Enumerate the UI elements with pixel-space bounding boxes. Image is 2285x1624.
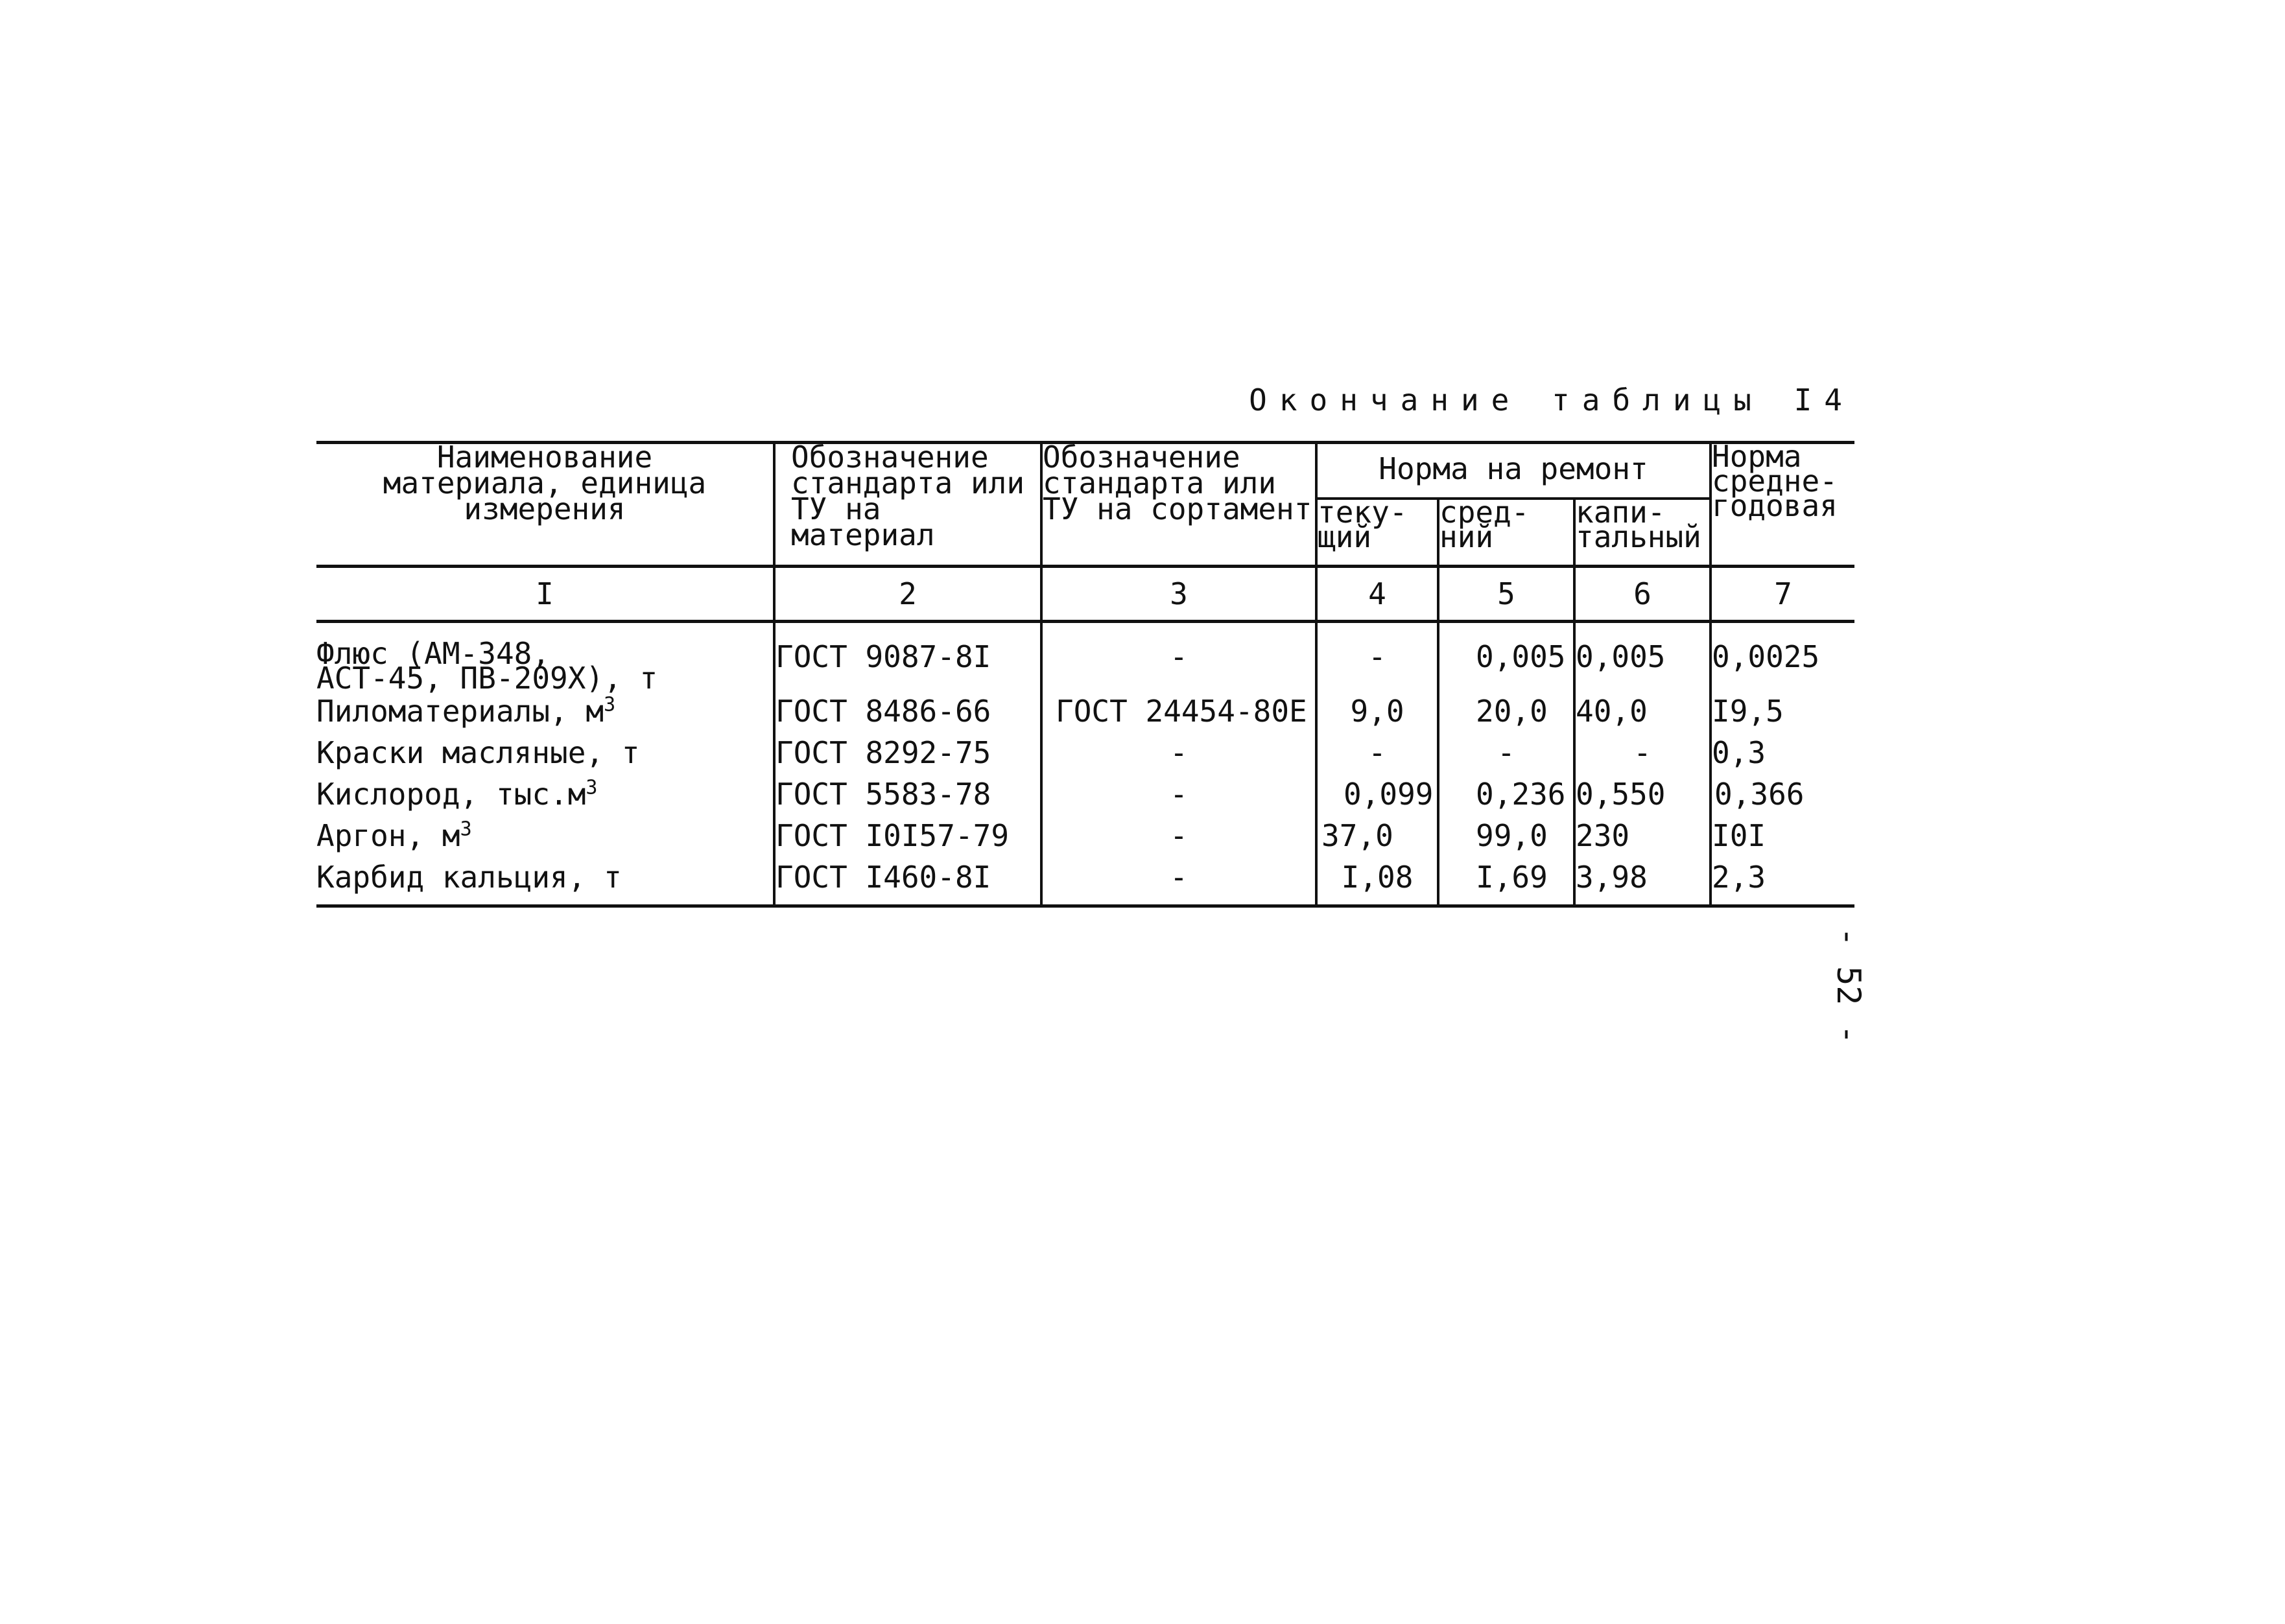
- column-number: 6: [1574, 567, 1711, 622]
- norm-capital: 230: [1574, 815, 1711, 856]
- norm-capital: -: [1574, 732, 1711, 773]
- norm-medium: I,69: [1438, 856, 1574, 906]
- norm-capital: 0,550: [1574, 773, 1711, 815]
- page-number: - 52 -: [1830, 927, 1867, 1044]
- norm-annual: 0,0025: [1711, 622, 1854, 691]
- material-name: Краски масляные, т: [316, 735, 640, 770]
- column-number: 5: [1438, 567, 1574, 622]
- sortament-standard: -: [1041, 815, 1316, 856]
- material-name: Аргон, м: [316, 818, 460, 853]
- norm-current: 0,099: [1316, 773, 1438, 815]
- norm-current: -: [1316, 732, 1438, 773]
- sortament-standard: -: [1041, 773, 1316, 815]
- column-number: 7: [1711, 567, 1854, 622]
- norm-medium: 0,005: [1438, 622, 1574, 691]
- header-capital: капи-тальный: [1574, 499, 1711, 567]
- norm-capital: 0,005: [1574, 622, 1711, 691]
- material-name: Пиломатериалы, м: [316, 694, 604, 729]
- table-row: [316, 815, 1854, 856]
- header-annual-norm: Норма средне-годовая: [1711, 443, 1854, 567]
- material-standard: ГОСТ I460-8I: [774, 856, 1041, 906]
- header-repair-norm: Норма на ремонт: [1316, 443, 1711, 499]
- table-row: [316, 622, 1854, 691]
- table-row: [316, 773, 1854, 815]
- table-row: [316, 690, 1854, 732]
- table-row: [316, 856, 1854, 906]
- material-standard: ГОСТ I0I57-79: [774, 815, 1041, 856]
- norm-annual: I9,5: [1711, 690, 1854, 732]
- norm-current: 37,0: [1316, 815, 1438, 856]
- header-material-standard: Обозначение стандарта или ТУ на материал: [774, 443, 1041, 567]
- material-standard: ГОСТ 9087-8I: [774, 622, 1041, 691]
- norm-capital: 3,98: [1574, 856, 1711, 906]
- norm-annual: 2,3: [1711, 856, 1854, 906]
- header-medium: сред-ний: [1438, 499, 1574, 567]
- sortament-standard: -: [1041, 622, 1316, 691]
- norm-annual: 0,366: [1711, 773, 1854, 815]
- unit-superscript: 3: [604, 693, 616, 716]
- material-standard: ГОСТ 8486-66: [774, 690, 1041, 732]
- sortament-standard: -: [1041, 732, 1316, 773]
- header-row-1: [316, 443, 1854, 499]
- column-number: 2: [774, 567, 1041, 622]
- header-current: теку-щий: [1316, 499, 1438, 567]
- norm-medium: 0,236: [1438, 773, 1574, 815]
- norm-medium: 99,0: [1438, 815, 1574, 856]
- material-name: Кислород, тыс.м: [316, 777, 586, 812]
- header-material-name: Наименование материала, единица измерения: [383, 440, 707, 526]
- unit-superscript: 3: [586, 776, 598, 799]
- column-number: 4: [1316, 567, 1438, 622]
- norm-current: -: [1316, 622, 1438, 691]
- material-name: Карбид кальция, т: [316, 860, 622, 895]
- material-name: Флюс (АМ-348, АСТ-45, ПВ-209Х), т: [316, 636, 658, 696]
- norm-annual: I0I: [1711, 815, 1854, 856]
- norm-current: I,08: [1316, 856, 1438, 906]
- norm-current: 9,0: [1316, 690, 1438, 732]
- table-caption: Окончание таблицы I4: [1249, 382, 1854, 418]
- material-standard: ГОСТ 8292-75: [774, 732, 1041, 773]
- norm-capital: 40,0: [1574, 690, 1711, 732]
- norm-medium: -: [1438, 732, 1574, 773]
- column-numbers-row: [316, 567, 1854, 622]
- norm-medium: 20,0: [1438, 690, 1574, 732]
- column-number: I: [536, 576, 554, 611]
- column-number: 3: [1041, 567, 1316, 622]
- material-standard: ГОСТ 5583-78: [774, 773, 1041, 815]
- sortament-standard: ГОСТ 24454-80Е: [1041, 690, 1316, 732]
- sortament-standard: -: [1041, 856, 1316, 906]
- materials-table: [316, 441, 1854, 908]
- header-sortament-standard: Обозначение стандарта или ТУ на сортамент: [1041, 443, 1316, 567]
- norm-annual: 0,3: [1711, 732, 1854, 773]
- table-row: [316, 732, 1854, 773]
- unit-superscript: 3: [460, 818, 472, 841]
